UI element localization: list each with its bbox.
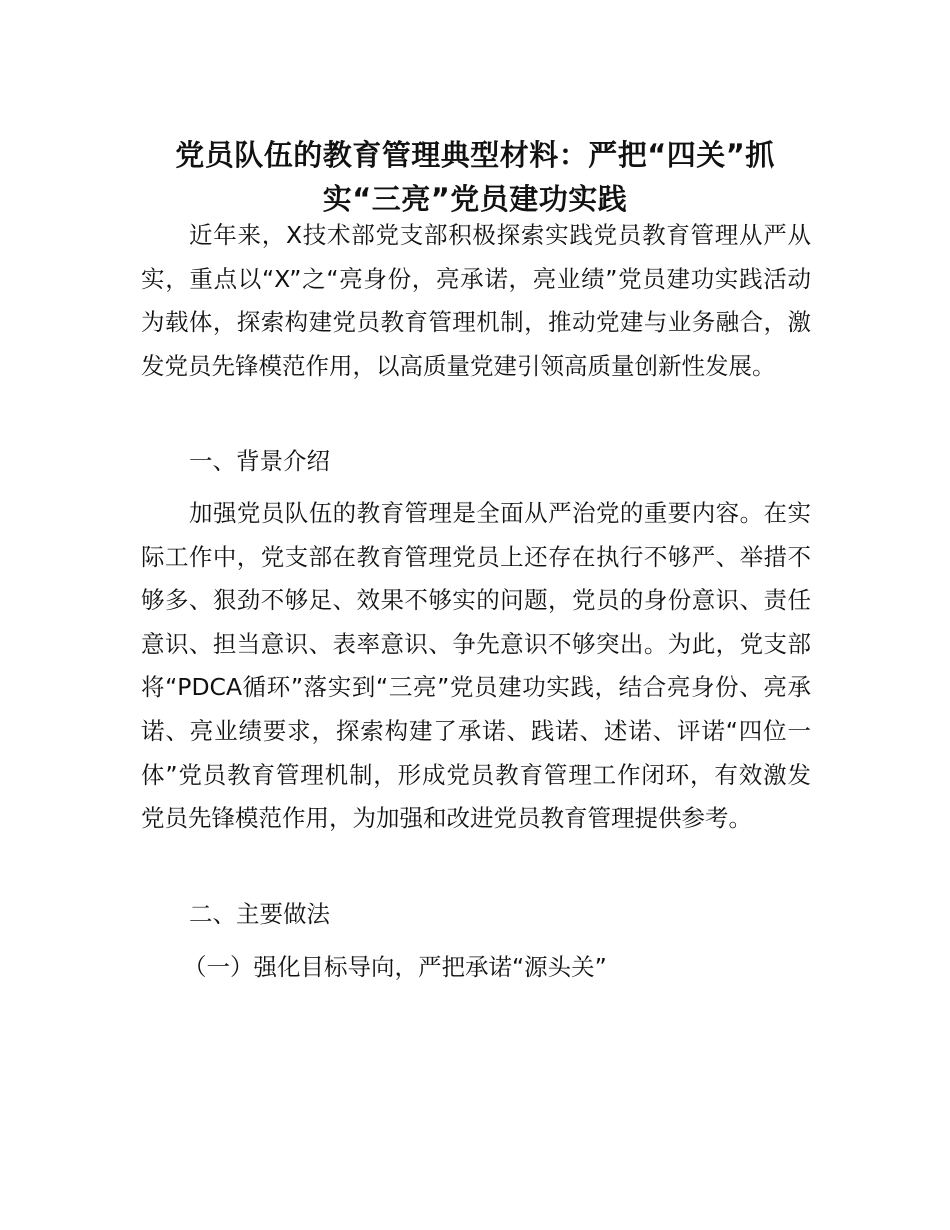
- section-heading-main-practices: 二、主要做法: [189, 900, 330, 928]
- document-title: [130, 133, 820, 221]
- subsection-heading-1: （一）强化目标导向，严把承诺“源头关”: [183, 953, 607, 981]
- section-heading-background: 一、背景介绍: [189, 447, 330, 475]
- intro-paragraph: 近年来，X技术部党支部积极探索实践党员教育管理从严从实，重点以“X”之“亮身份，亮承诺，亮业绩”党员建功实践活动为载体，探索构建党员教育管理机制，推动党建与业务融合，激发党员先锋模范作用，以高质量党建引领高质量创新性发展。: [141, 221, 811, 380]
- title-line-2: 实“三亮”党员建功实践: [322, 182, 628, 217]
- background-paragraph: 加强党员队伍的教育管理是全面从严治党的重要内容。在实际工作中，党支部在教育管理党员上还存在执行不够严、举措不够多、狠劲不够足、效果不够实的问题，党员的身份意识、责任意识、担当意识、表率意识、争先意识不够突出。为此，党支部将“PDCA循环”落实到“三亮”党员建功实践，结合亮身份、亮承诺、亮业绩要求，探索构建了承诺、践诺、述诺、评诺“四位一体”党员教育管理机制，形成党员教育管理工作闭环，有效激发党员先锋模范作用，为加强和改进党员教育管理提供参考。: [141, 499, 811, 833]
- title-line-1: 党员队伍的教育管理典型材料：严把“四关”抓: [175, 138, 775, 173]
